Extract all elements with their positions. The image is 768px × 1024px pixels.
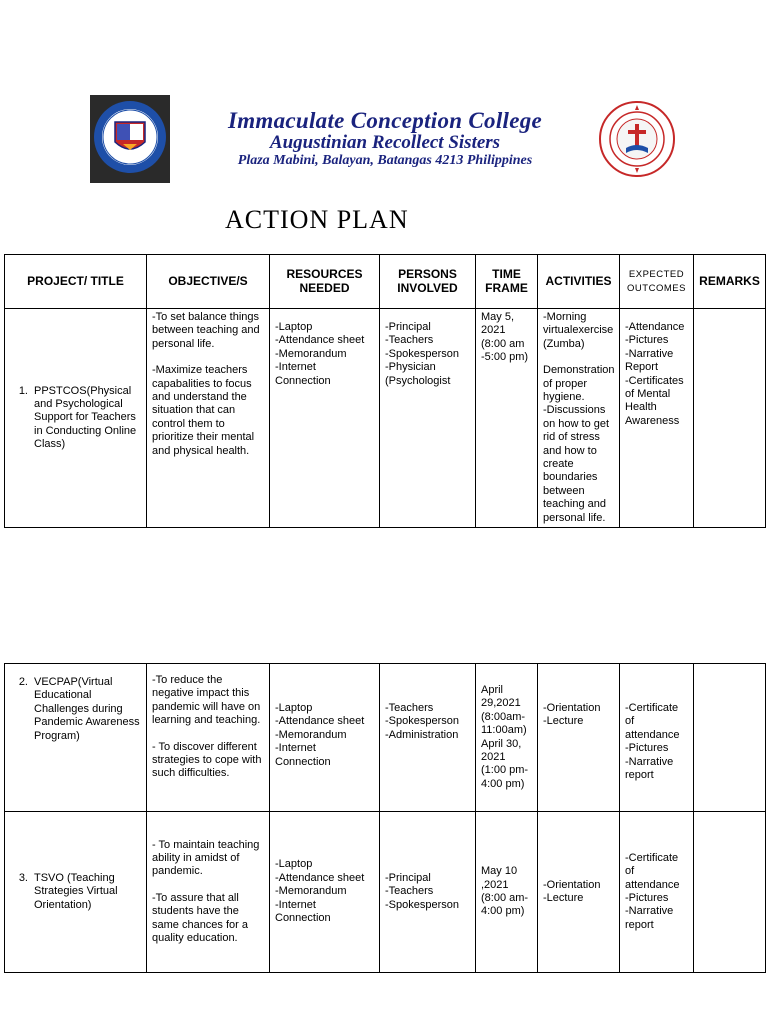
persons-cell: -Principal -Teachers -Spokesperson [380,812,476,973]
objective-text: - To discover different strategies to cope with such difficulties. [152,740,262,780]
timeframe-cell: May 10 ,2021 (8:00 am-4:00 pm) [476,812,538,973]
row-number: 2. [18,676,28,688]
congregation-seal-icon [598,100,676,178]
outcomes-cell: -Certificate of attendance -Pictures -Narrative report [620,664,694,812]
activity-text: -Morning virtualexercise (Zumba) [543,311,614,350]
col-header-objectives: OBJECTIVE/S [147,255,270,309]
document-title: ACTION PLAN [225,205,409,234]
resources-cell: -Laptop -Attendance sheet -Memorandum -Internet Connection [270,309,380,528]
objective-text: -To set balance things between teaching and personal life. [152,311,260,350]
project-title: VECPAP(Virtual Educational Challenges during Pandemic Awareness Program) [34,676,140,742]
row-number: 3. [18,871,28,884]
college-address: Plaza Mabini, Balayan, Batangas 4213 Philippines [237,153,533,168]
outcomes-cell: -Certificate of attendance -Pictures -Narrative report [620,812,694,973]
col-header-outcomes: EXPECTED OUTCOMES [620,255,694,309]
table-row [5,664,766,812]
col-header-resources: RESOURCES NEEDED [270,255,380,309]
objective-text: -Maximize teachers capabalities to focus and understand the situation that can control them to prioritize their mental and physical health. [152,364,255,457]
timeframe-cell: May 5, 2021 (8:00 am -5:00 pm) [476,309,538,528]
outcomes-cell: -Attendance -Pictures -Narrative Report -Certificates of Mental Health Awareness [620,309,694,528]
timeframe-cell: April 29,2021 (8:00am-11:00am) April 30, 2021 (1:00 pm-4:00 pm) [476,664,538,812]
objective-text: - To maintain teaching ability in amidst of pandemic. [152,838,260,878]
college-seal-icon [93,100,167,174]
persons-cell: -Principal -Teachers -Spokesperson -Physician (Psychologist [380,309,476,528]
objective-text: -To assure that all students have the same chances for a quality education. [152,891,248,945]
remarks-cell [694,309,766,528]
table-header-row [5,255,766,309]
project-cell [5,664,147,812]
activity-text: Demonstration of proper hygiene. -Discussions on how to get rid of stress and how to create boundaries between teaching and personal life. [543,364,615,524]
objectives-cell [147,309,270,528]
objective-text: -To reduce the negative impact this pandemic will have on learning and teaching. [152,674,261,727]
table-row [5,812,766,973]
table-row [5,309,766,528]
objectives-cell [147,812,270,973]
remarks-cell [694,664,766,812]
project-title: TSVO (Teaching Strategies Virtual Orientation) [34,871,118,911]
col-header-persons: PERSONS INVOLVED [380,255,476,309]
project-cell [5,309,147,528]
persons-cell: -Teachers -Spokesperson -Administration [380,664,476,812]
remarks-cell [694,812,766,973]
activities-cell [538,309,620,528]
letterhead [90,95,675,185]
col-header-activities: ACTIVITIES [538,255,620,309]
col-header-remarks: REMARKS [694,255,766,309]
objectives-cell [147,664,270,812]
college-name: Immaculate Conception College [227,108,543,133]
col-header-project: PROJECT/ TITLE [5,255,147,309]
action-plan-table-continued [4,663,766,973]
project-cell [5,812,147,973]
row-number: 1. [18,384,28,397]
activities-cell: -Orientation -Lecture [538,664,620,812]
resources-cell: -Laptop -Attendance sheet -Memorandum -Internet Connection [270,812,380,973]
action-plan-table [4,254,766,528]
congregation-name: Augustinian Recollect Sisters [269,132,501,153]
resources-cell: -Laptop -Attendance sheet -Memorandum -Internet Connection [270,664,380,812]
col-header-timeframe: TIME FRAME [476,255,538,309]
project-title: PPSTCOS(Physical and Psychological Support for Teachers in Conducting Online Class) [34,384,137,451]
activities-cell: -Orientation -Lecture [538,812,620,973]
